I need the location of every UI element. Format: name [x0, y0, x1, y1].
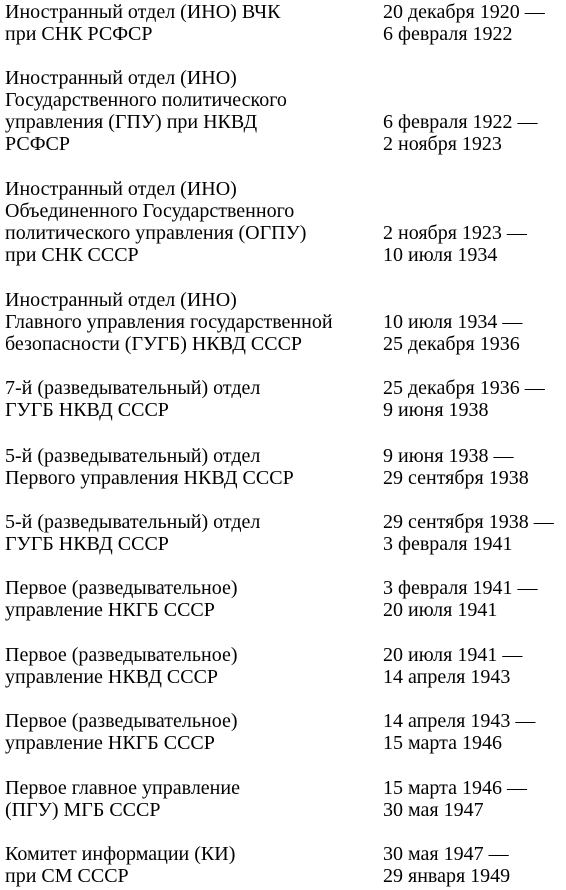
date-start: 15 марта 1946 — [383, 777, 527, 799]
organization-name [5, 710, 377, 754]
name-line: 5-й (разведывательный) отдел [5, 445, 261, 467]
organization-name [5, 178, 377, 266]
date-end: 15 марта 1946 [383, 732, 502, 754]
name-line: Первого управления НКВД СССР [5, 467, 294, 489]
organization-name [5, 511, 377, 555]
date-end: 20 июля 1941 [383, 599, 498, 621]
name-line: Государственного политического [5, 89, 287, 111]
name-line: ГУГБ НКВД СССР [5, 399, 169, 421]
name-line: Первое (разведывательное) [5, 644, 238, 666]
name-line: при СМ СССР [5, 865, 129, 887]
date-end: 3 февраля 1941 [383, 533, 513, 555]
name-line: 7-й (разведывательный) отдел [5, 377, 261, 399]
name-line: Комитет информации (КИ) [5, 843, 236, 865]
organization-name [5, 445, 377, 489]
organization-name [5, 67, 377, 155]
name-line: Иностранный отдел (ИНО) [5, 289, 237, 311]
date-start: 3 февраля 1941 — [383, 577, 538, 599]
date-range [383, 843, 565, 887]
name-line: при СНК РСФСР [5, 23, 153, 45]
organization-name [5, 1, 377, 45]
organization-name [5, 644, 377, 688]
name-line: Главного управления государственной [5, 311, 333, 333]
name-line: Иностранный отдел (ИНО) [5, 67, 237, 89]
name-line: управления (ГПУ) при НКВД [5, 111, 258, 133]
organization-name [5, 843, 377, 887]
organization-name [5, 577, 377, 621]
name-line: 5-й (разведывательный) отдел [5, 511, 261, 533]
date-end: 9 июня 1938 [383, 399, 489, 421]
date-end: 30 мая 1947 [383, 799, 484, 821]
date-start: 20 июля 1941 — [383, 644, 523, 666]
date-range [383, 511, 565, 555]
date-range [383, 644, 565, 688]
date-range [383, 710, 565, 754]
date-range [383, 1, 565, 45]
name-line: Первое (разведывательное) [5, 710, 238, 732]
date-end: 25 декабря 1936 [383, 333, 520, 355]
name-line: политического управления (ОГПУ) [5, 222, 307, 244]
name-line: Иностранный отдел (ИНО) [5, 178, 237, 200]
date-range [383, 777, 565, 821]
date-end: 29 сентября 1938 [383, 467, 529, 489]
name-line: управление НКГБ СССР [5, 599, 215, 621]
name-line: Первое (разведывательное) [5, 577, 238, 599]
date-range [383, 377, 565, 421]
date-end: 6 февраля 1922 [383, 23, 513, 45]
organization-name [5, 289, 377, 355]
date-range [383, 577, 565, 621]
date-start: 25 декабря 1936 — [383, 377, 545, 399]
date-start: 14 апреля 1943 — [383, 710, 536, 732]
name-line: Иностранный отдел (ИНО) ВЧК [5, 1, 281, 23]
date-start: 20 декабря 1920 — [383, 1, 545, 23]
name-line: ГУГБ НКВД СССР [5, 533, 169, 555]
date-end: 14 апреля 1943 [383, 666, 511, 688]
date-range [383, 222, 565, 266]
date-range [383, 445, 565, 489]
date-range [383, 311, 565, 355]
date-start: 29 сентября 1938 — [383, 511, 554, 533]
date-start: 2 ноября 1923 — [383, 222, 527, 244]
name-line: при СНК СССР [5, 244, 139, 266]
date-range [383, 111, 565, 155]
date-end: 29 января 1949 [383, 865, 511, 887]
name-line: безопасности (ГУГБ) НКВД СССР [5, 333, 303, 355]
name-line: Объединенного Государственного [5, 200, 295, 222]
name-line: (ПГУ) МГБ СССР [5, 799, 161, 821]
date-end: 2 ноября 1923 [383, 133, 502, 155]
date-start: 10 июля 1934 — [383, 311, 523, 333]
name-line: управление НКГБ СССР [5, 732, 215, 754]
date-start: 9 июня 1938 — [383, 445, 514, 467]
name-line: управление НКВД СССР [5, 666, 219, 688]
date-start: 6 февраля 1922 — [383, 111, 538, 133]
organization-name [5, 777, 377, 821]
organization-name [5, 377, 377, 421]
date-end: 10 июля 1934 [383, 244, 498, 266]
name-line: Первое главное управление [5, 777, 240, 799]
date-start: 30 мая 1947 — [383, 843, 509, 865]
name-line: РСФСР [5, 133, 70, 155]
